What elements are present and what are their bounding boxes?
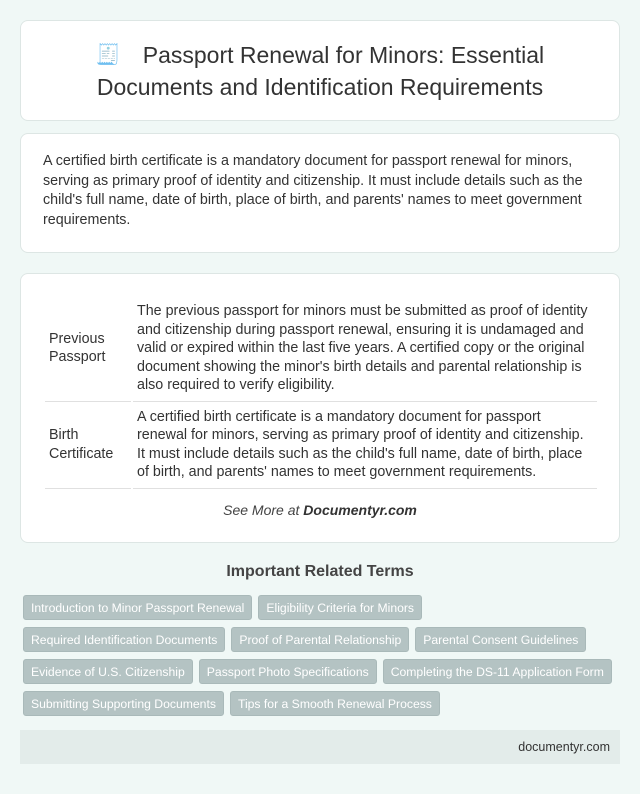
description-text: A certified birth certificate is a mandatory document for passport renewal for minors, serving as primary proof of identity and citizenship. It must include details such as the child's full name, date of birth, place of birth, and parents' names to meet government requirements. xyxy=(43,153,583,228)
see-more xyxy=(21,502,619,518)
requirements-table xyxy=(43,296,599,489)
related-terms-list xyxy=(23,595,623,716)
related-term-tag[interactable]: Submitting Supporting Documents xyxy=(23,691,224,716)
page-title xyxy=(60,39,580,103)
title-card xyxy=(20,20,620,121)
related-term-tag[interactable]: Parental Consent Guidelines xyxy=(415,627,586,652)
requirements-card xyxy=(20,273,620,543)
related-term-tag[interactable]: Eligibility Criteria for Minors xyxy=(258,595,422,620)
see-more-prefix: See More at xyxy=(223,502,304,518)
related-term-tag[interactable]: Tips for a Smooth Renewal Process xyxy=(230,691,440,716)
row-label: Birth Certificate xyxy=(45,402,131,489)
description-card xyxy=(20,133,620,253)
receipt-icon: 🧾 xyxy=(95,43,121,66)
row-value: A certified birth certificate is a mandatory document for passport renewal for minors, serving as primary proof of identity and citizenship. It must include details such as the child's full name, date of birth, place of birth, and parents' names to meet government requirements. xyxy=(133,402,597,489)
related-terms-heading: Important Related Terms xyxy=(226,563,414,580)
row-label: Previous Passport xyxy=(45,296,131,402)
table-row xyxy=(45,296,597,402)
related-term-tag[interactable]: Proof of Parental Relationship xyxy=(231,627,409,652)
table-row xyxy=(45,402,597,489)
related-term-tag[interactable]: Introduction to Minor Passport Renewal xyxy=(23,595,252,620)
footer-site[interactable]: documentyr.com xyxy=(518,740,610,754)
row-value: The previous passport for minors must be submitted as proof of identity and citizenship during passport renewal, ensuring it is undamaged and valid or expired within the last five years. A certified copy or the original document showing the minor's birth details and parental relationship is also required to verify eligibility. xyxy=(133,296,597,402)
related-term-tag[interactable]: Completing the DS-11 Application Form xyxy=(383,659,612,684)
page-title-text: Passport Renewal for Minors: Essential Documents and Identification Requirements xyxy=(96,41,545,100)
see-more-link[interactable]: Documentyr.com xyxy=(303,502,417,518)
related-term-tag[interactable]: Required Identification Documents xyxy=(23,627,225,652)
footer xyxy=(20,730,620,764)
related-term-tag[interactable]: Passport Photo Specifications xyxy=(199,659,377,684)
related-term-tag[interactable]: Evidence of U.S. Citizenship xyxy=(23,659,193,684)
